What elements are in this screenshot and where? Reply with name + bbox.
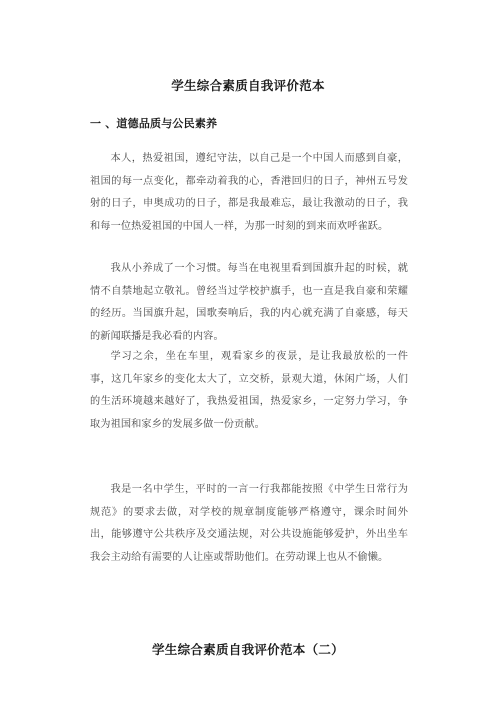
paragraph-3: 学习之余，坐在车里，观看家乡的夜景，是让我最放松的一件事，这几年家乡的变化太大了，立交桥，景观大道，休闲广场，人们的生活环境越来越好了，我热爱祖国，热爱家乡，一定努力学习，争取为祖国和家乡的发展多做一份贡献。 bbox=[90, 351, 408, 430]
paragraph-4: 我是一名中学生，平时的一言一行我都能按照《中学生日常行为规范》的要求去做，对学校的规章制度能够严格遵守，课余时间外出，能够遵守公共秩序及交通法规，对公共设施能够爱护，外出坐车我会主动给有需要的人让座或帮助他们。在劳动课上也从不偷懒。 bbox=[90, 484, 408, 563]
paragraph-1: 本人，热爱祖国，遵纪守法，以自己是一个中国人而感到自豪，祖国的每一点变化，都牵动着我的心，香港回归的日子，神州五号发射的日子，申奥成功的日子，都是我最难忘，最让我激动的日子，我和每一位热爱祖国的中国人一样，为那一时刻的到来而欢呼雀跃。 bbox=[90, 153, 408, 232]
paragraph-2: 我从小养成了一个习惯。每当在电视里看到国旗升起的时候，就情不自禁地起立敬礼。曾经当过学校护旗手，也一直是我自豪和荣耀的经历。当国旗升起，国歌奏响后，我的内心就充满了自豪感，每天的新闻联播是我必看的内容。 bbox=[90, 263, 408, 342]
next-document-title: 学生综合素质自我评价范本（二） bbox=[151, 642, 344, 657]
section-heading-moral-quality: 一 、道德品质与公民素养 bbox=[90, 117, 218, 130]
document-title: 学生综合素质自我评价范本 bbox=[171, 78, 325, 93]
